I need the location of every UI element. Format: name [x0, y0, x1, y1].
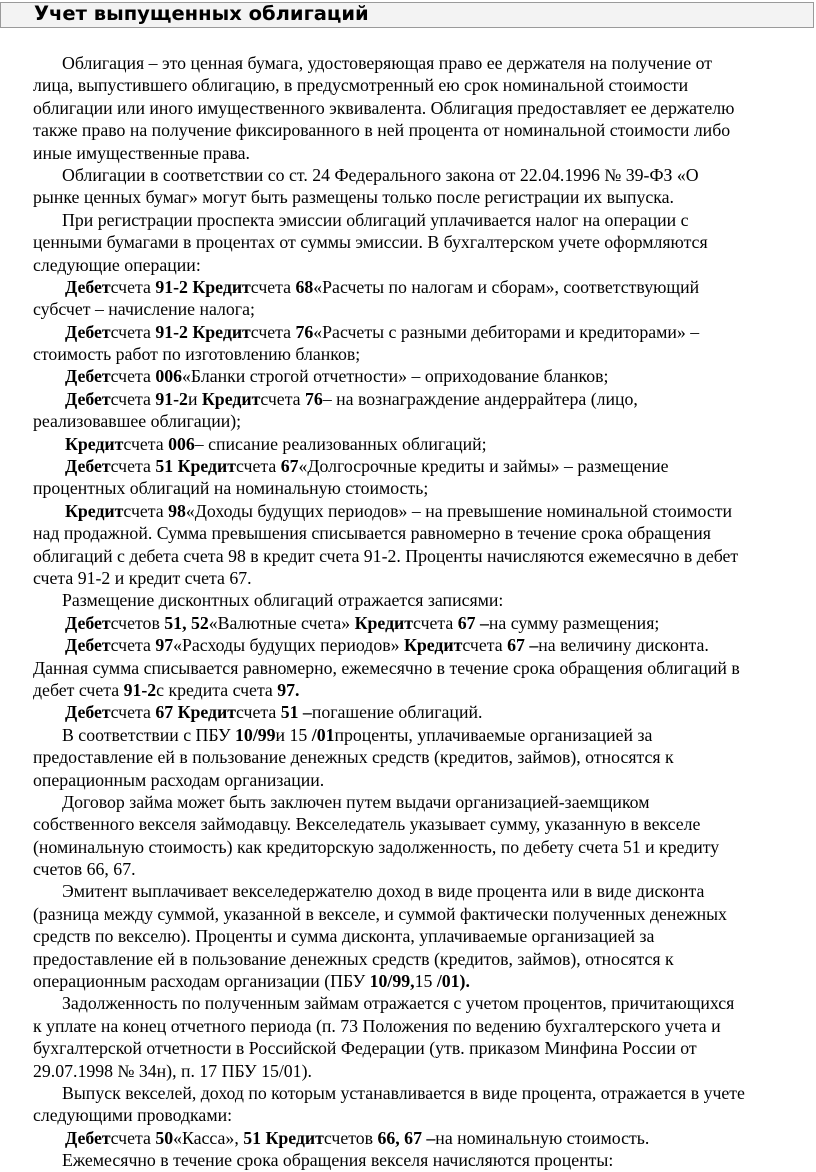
text-line [33, 1082, 803, 1104]
text-line [33, 74, 803, 96]
section-heading-bar [0, 2, 814, 28]
text-fragment: следующими проводками: [33, 1105, 233, 1126]
text-fragment: счетов 66, 67. [33, 859, 136, 880]
text-fragment: Размещение дисконтных облигаций отражается записями: [62, 590, 504, 611]
text-fragment: проценты, уплачиваемые организацией за [334, 724, 653, 745]
bold-fragment: Дебет [65, 321, 111, 342]
text-line [33, 746, 803, 768]
text-fragment: счета [110, 702, 156, 723]
text-fragment: Данная сумма списывается равномерно, ежемесячно в течение срока обращения облигаций в [33, 657, 740, 678]
text-line [33, 231, 803, 253]
text-fragment: счета [110, 388, 156, 409]
bold-fragment: /01). [436, 971, 470, 992]
bold-fragment: 66, 67 – [377, 1127, 436, 1148]
bold-fragment: Кредит [65, 500, 124, 521]
text-fragment: «Расходы будущих периодов» [173, 635, 404, 656]
text-fragment: счета [110, 276, 156, 297]
text-line [33, 298, 803, 320]
text-fragment: реализовавшее облигации); [33, 411, 242, 432]
text-fragment: и [187, 388, 202, 409]
text-fragment: счета 91-2 и кредит счета 67. [33, 567, 252, 588]
text-line [33, 500, 803, 522]
text-line [33, 164, 803, 186]
text-line [33, 1149, 803, 1171]
text-fragment: облигаций с дебета счета 98 в кредит счета 91-2. Проценты начисляются ежемесячно в дебет [33, 545, 739, 566]
text-fragment: – списание реализованных облигаций; [194, 433, 487, 454]
text-fragment: также право на получение фиксированного в ней процента от номинальной стоимости либо [33, 120, 731, 141]
text-fragment: иные имущественные права. [33, 142, 250, 163]
bold-fragment: 67 – [457, 612, 489, 633]
text-fragment: счета [413, 612, 458, 633]
text-line [33, 254, 803, 276]
text-fragment: рынке ценных бумаг» могут быть размещены только после регистрации их выпуска. [33, 187, 674, 208]
text-fragment: следующие операции: [33, 254, 201, 275]
text-fragment: Облигация – это ценная бумага, удостоверяющая право ее держателя на получение от [62, 53, 713, 73]
text-line [33, 97, 803, 119]
text-line [33, 679, 803, 701]
text-line [33, 769, 803, 791]
text-fragment: на сумму размещения; [488, 612, 660, 633]
text-line [33, 791, 803, 813]
bold-fragment: Дебет [65, 1127, 111, 1148]
bold-fragment: 51, 52 [164, 612, 209, 633]
text-fragment: счета [110, 366, 156, 387]
text-fragment: к уплате на конец отчетного периода (п. 73 Положения по ведению бухгалтерского учета и [33, 1015, 721, 1036]
text-fragment: «Расчеты с разными дебиторами и кредиторами» – [313, 321, 700, 342]
text-fragment: «Бланки строгой отчетности» – оприходование бланков; [182, 366, 609, 387]
text-fragment: счета [235, 456, 281, 477]
text-line [33, 276, 803, 298]
text-fragment: и 15 [275, 724, 312, 745]
bold-fragment: Дебет [65, 635, 111, 656]
text-line [33, 948, 803, 970]
text-fragment: лица, выпустившего облигацию, в предусмотренный ею срок номинальной стоимости [33, 75, 689, 96]
text-fragment: процентных облигаций на номинальную стоимость; [33, 478, 429, 499]
text-line [33, 522, 803, 544]
text-line [33, 119, 803, 141]
bold-fragment: Дебет [65, 366, 111, 387]
text-fragment: счета [123, 500, 169, 521]
text-line [33, 52, 803, 74]
bold-fragment: Кредит [354, 612, 414, 633]
text-fragment: Выпуск векселей, доход по которым устанавливается в виде процента, отражается в учете [62, 1082, 745, 1103]
bold-fragment: 67 Кредит [155, 702, 236, 723]
text-line [33, 209, 803, 231]
text-line [33, 1104, 803, 1126]
text-fragment: счета [110, 456, 156, 477]
text-line [33, 836, 803, 858]
text-fragment: В соответствии с ПБУ [62, 724, 236, 745]
text-line [33, 1037, 803, 1059]
text-line [33, 1015, 803, 1037]
text-line [33, 477, 803, 499]
text-fragment: счета [260, 388, 306, 409]
bold-fragment: 006 [168, 433, 195, 454]
text-fragment: (разница между суммой, указанной в векселе, и суммой фактически полученных денежных [33, 903, 727, 924]
bold-fragment: Кредит [201, 388, 261, 409]
text-line [33, 992, 803, 1014]
text-fragment: счета [110, 635, 156, 656]
text-line [33, 925, 803, 947]
bold-fragment: 10/99, [369, 971, 415, 992]
text-fragment: – на вознаграждение андеррайтера (лицо, [322, 388, 638, 409]
text-fragment: «Расчеты по налогам и сборам», соответствующий [313, 276, 700, 297]
section-title: Учет выпущенных облигаций [34, 2, 369, 25]
text-line [33, 545, 803, 567]
bold-fragment: 006 [155, 366, 183, 387]
text-fragment: облигации или иного имущественного эквивалента. Облигация предоставляет ее держателю [33, 97, 735, 118]
text-fragment: Задолженность по полученным займам отражается с учетом процентов, причитающихся [62, 993, 735, 1014]
text-fragment: погашение облигаций. [311, 702, 483, 723]
text-fragment: «Доходы будущих периодов» – на превышение номинальной стоимости [185, 500, 733, 521]
bold-fragment: Дебет [65, 702, 111, 723]
text-fragment: субсчет – начисление налога; [33, 299, 255, 320]
bold-fragment: 91-2 Кредит [155, 321, 251, 342]
text-line [33, 567, 803, 589]
bold-fragment: Дебет [65, 612, 111, 633]
bold-fragment: 68 [295, 276, 314, 297]
text-fragment: счета [235, 702, 281, 723]
text-fragment: счета [110, 321, 156, 342]
text-fragment: предоставление ей в пользование денежных средств (кредитов, займов), относятся к [33, 948, 674, 969]
text-fragment: над продажной. Сумма превышения списывается равномерно в течение срока обращения [33, 523, 711, 544]
bold-fragment: 91-2 Кредит [155, 276, 251, 297]
text-fragment: собственного векселя займодавцу. Векселедатель указывает сумму, указанную в векселе [33, 814, 701, 835]
bold-fragment: 98 [168, 500, 186, 521]
text-fragment: При регистрации проспекта эмиссии облигаций уплачивается налог на операции с [62, 209, 689, 230]
bold-fragment: Кредит [403, 635, 463, 656]
text-fragment: счета [250, 321, 296, 342]
bold-fragment: Дебет [65, 276, 111, 297]
bold-fragment: 67 [280, 456, 299, 477]
text-line [33, 433, 803, 455]
bold-fragment: Кредит [65, 433, 124, 454]
text-fragment: счета [110, 1127, 156, 1148]
text-line [33, 343, 803, 365]
text-line [33, 1060, 803, 1082]
text-fragment: счетов [323, 1127, 378, 1148]
text-fragment: ценными бумагами в процентах от суммы эмиссии. В бухгалтерском учете оформляются [33, 232, 708, 253]
text-fragment: Договор займа может быть заключен путем выдачи организацией-заемщиком [62, 791, 650, 812]
text-line [33, 634, 803, 656]
bold-fragment: 50 [155, 1127, 174, 1148]
text-fragment: на величину дисконта. [538, 635, 709, 656]
text-line [33, 186, 803, 208]
bold-fragment: 91-2 [123, 679, 157, 700]
text-fragment: счета [462, 635, 508, 656]
bold-fragment: 91-2 [155, 388, 188, 409]
bold-fragment: Дебет [65, 456, 111, 477]
bold-fragment: 51 Кредит [243, 1127, 324, 1148]
text-fragment: (номинальную стоимость) как кредиторскую задолженность, по дебету счета 51 и кредиту [33, 836, 720, 857]
text-fragment: «Долгосрочные кредиты и займы» – размещение [298, 456, 669, 477]
text-fragment: операционным расходам организации. [33, 769, 325, 790]
bold-fragment: 67 – [507, 635, 539, 656]
text-fragment: 15 [414, 971, 437, 992]
text-line [33, 321, 803, 343]
text-fragment: Эмитент выплачивает векселедержателю доход в виде процента или в виде дисконта [62, 881, 705, 902]
text-line [33, 880, 803, 902]
text-line [33, 903, 803, 925]
text-fragment: счета [123, 433, 169, 454]
text-line [33, 365, 803, 387]
bold-fragment: 51 Кредит [155, 456, 236, 477]
text-fragment: «Валютные счета» [208, 612, 355, 633]
text-fragment: Облигации в соответствии со ст. 24 Федерального закона от 22.04.1996 № 39-ФЗ «О [62, 164, 699, 185]
bold-fragment: Дебет [65, 388, 111, 409]
text-line [33, 612, 803, 634]
text-line [33, 410, 803, 432]
bold-fragment: 76 [295, 321, 314, 342]
text-fragment: бухгалтерской отчетности в Российской Федерации (утв. приказом Минфина России от [33, 1038, 697, 1059]
text-fragment: средств по векселю). Проценты и сумма дисконта, уплачиваемые организацией за [33, 926, 655, 947]
text-fragment: операционным расходам организации (ПБУ [33, 971, 370, 992]
text-fragment: предоставление ей в пользование денежных средств (кредитов, займов), относятся к [33, 747, 674, 768]
bold-fragment: 51 – [280, 702, 312, 723]
text-line [33, 589, 803, 611]
text-line [33, 970, 803, 992]
text-line [33, 724, 803, 746]
text-fragment: счетов [110, 612, 165, 633]
bold-fragment: 76 [305, 388, 323, 409]
text-fragment: «Касса», [173, 1127, 244, 1148]
bold-fragment: /01 [311, 724, 335, 745]
text-fragment: с кредита счета [156, 679, 278, 700]
text-line [33, 858, 803, 880]
text-line [33, 1127, 803, 1149]
text-line [33, 142, 803, 164]
text-fragment: Ежемесячно в течение срока обращения векселя начисляются проценты: [62, 1150, 614, 1171]
document-body [33, 52, 803, 1172]
text-line [33, 701, 803, 723]
text-line [33, 813, 803, 835]
text-fragment: стоимость работ по изготовлению бланков; [33, 344, 361, 365]
bold-fragment: 97 [155, 635, 174, 656]
text-line [33, 455, 803, 477]
bold-fragment: 10/99 [235, 724, 276, 745]
text-fragment: 29.07.1998 № 34н), п. 17 ПБУ 15/01). [33, 1060, 312, 1081]
text-line [33, 657, 803, 679]
text-fragment: счета [250, 276, 296, 297]
text-fragment: дебет счета [33, 679, 124, 700]
text-line [33, 388, 803, 410]
text-fragment: на номинальную стоимость. [435, 1127, 650, 1148]
bold-fragment: 97. [277, 679, 300, 700]
